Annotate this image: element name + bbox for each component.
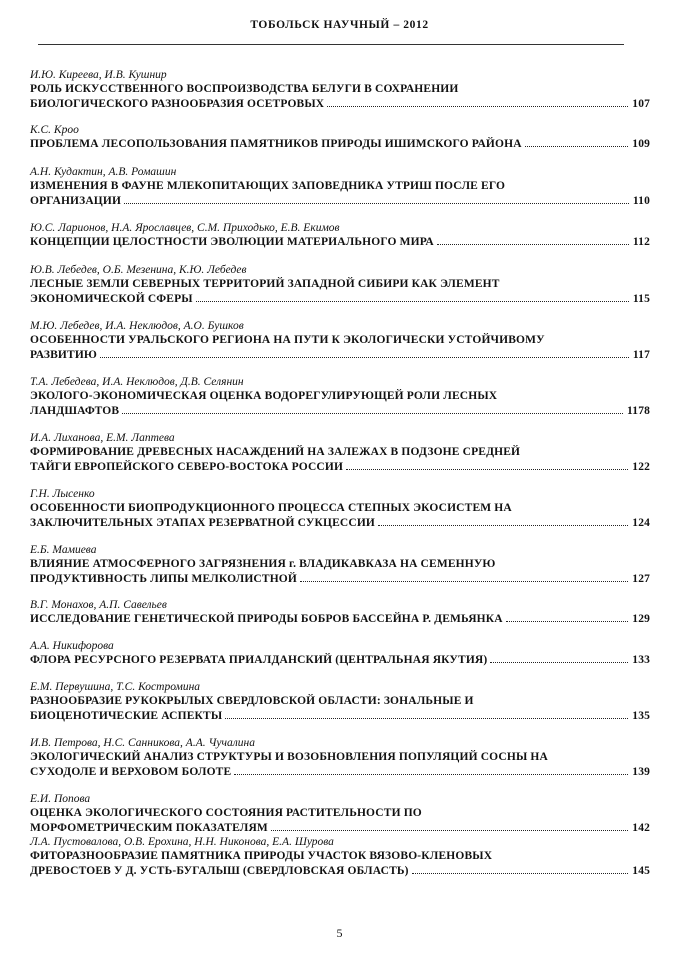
toc-entry xyxy=(30,836,650,878)
entry-title-line xyxy=(30,709,650,724)
toc-entry xyxy=(30,376,650,418)
dot-leaders xyxy=(525,146,629,147)
entry-title-text: СУХОДОЛЕ И ВЕРХОВОМ БОЛОТЕ xyxy=(30,765,232,778)
entry-title-text: ОСОБЕННОСТИ БИОПРОДУКЦИОННОГО ПРОЦЕССА СТЕПНЫХ ЭКОСИСТЕМ НА xyxy=(30,502,512,514)
entry-title-line xyxy=(30,389,650,404)
entry-authors: Е.И. Попова xyxy=(30,793,91,805)
entry-title-line xyxy=(30,404,650,419)
entry-authors: Г.Н. Лысенко xyxy=(30,488,95,500)
entry-title-text: ОСОБЕННОСТИ УРАЛЬСКОГО РЕГИОНА НА ПУТИ К ЭКОЛОГИЧЕСКИ УСТОЙЧИВОМУ xyxy=(30,334,545,346)
dot-leaders xyxy=(437,244,629,245)
dot-leaders xyxy=(346,469,628,470)
dot-leaders xyxy=(124,203,629,204)
dot-leaders xyxy=(506,621,629,622)
entry-title-line xyxy=(30,557,650,572)
entry-title-line xyxy=(30,653,650,668)
toc-entry xyxy=(30,599,650,627)
entry-title-text: КОНЦЕПЦИИ ЦЕЛОСТНОСТИ ЭВОЛЮЦИИ МАТЕРИАЛЬНОГО МИРА xyxy=(30,236,434,248)
toc-entry xyxy=(30,640,650,668)
entry-title-text: ОРГАНИЗАЦИИ xyxy=(30,194,122,207)
dot-leaders xyxy=(300,581,628,582)
entry-authors: И.В. Петрова, Н.С. Санникова, А.А. Чучалина xyxy=(30,737,255,749)
entry-title-text: ЛЕСНЫЕ ЗЕМЛИ СЕВЕРНЫХ ТЕРРИТОРИЙ ЗАПАДНОЙ СИБИРИ КАК ЭЛЕМЕНТ xyxy=(30,278,500,290)
entry-authors: А.Н. Кудактин, А.В. Ромашин xyxy=(30,166,177,178)
entry-page-number: 110 xyxy=(632,194,650,207)
entry-title-line xyxy=(30,348,650,363)
entry-title-text: ОЦЕНКА ЭКОЛОГИЧЕСКОГО СОСТОЯНИЯ РАСТИТЕЛЬНОСТИ ПО xyxy=(30,807,422,819)
running-header: ТОБОЛЬСК НАУЧНЫЙ – 2012 xyxy=(250,19,429,31)
entry-title-text: РАЗВИТИЮ xyxy=(30,348,98,361)
entry-authors: И.А. Лиханова, Е.М. Лаптева xyxy=(30,432,175,444)
entry-title-text: ДРЕВОСТОЕВ У Д. УСТЬ-БУГАЛЫШ (СВЕРДЛОВСКАЯ ОБЛАСТЬ) xyxy=(30,864,409,877)
toc-entry xyxy=(30,432,650,474)
entry-page-number: 117 xyxy=(632,348,650,361)
entry-title-line xyxy=(30,765,650,780)
entry-title-line xyxy=(30,821,650,836)
toc-entry xyxy=(30,69,650,111)
toc-entry xyxy=(30,488,650,530)
entry-title-text: ЭКОНОМИЧЕСКОЙ СФЕРЫ xyxy=(30,292,193,305)
entry-page-number: 127 xyxy=(632,572,650,585)
entry-title-text: ЛАНДШАФТОВ xyxy=(30,404,120,417)
entry-authors: И.Ю. Киреева, И.В. Кушнир xyxy=(30,69,167,81)
entry-title-line xyxy=(30,445,650,460)
entry-title-line xyxy=(30,235,650,250)
entry-title-line xyxy=(30,97,650,112)
entry-title-line xyxy=(30,179,650,194)
entry-title-line xyxy=(30,277,650,292)
dot-leaders xyxy=(271,830,628,831)
entry-title-text: ПРОДУКТИВНОСТЬ ЛИПЫ МЕЛКОЛИСТНОЙ xyxy=(30,572,297,585)
entry-page-number: 1178 xyxy=(627,404,650,417)
entry-title-text: ВЛИЯНИЕ АТМОСФЕРНОГО ЗАГРЯЗНЕНИЯ г. ВЛАДИКАВКАЗА НА СЕМЕННУЮ xyxy=(30,558,496,570)
entry-title-line xyxy=(30,516,650,531)
toc-entry xyxy=(30,124,650,152)
entry-page-number: 133 xyxy=(632,654,650,666)
entry-title-line xyxy=(30,501,650,516)
entry-title-line xyxy=(30,333,650,348)
toc-entry xyxy=(30,264,650,306)
header-rule xyxy=(38,44,624,45)
entry-title-line xyxy=(30,292,650,307)
entry-authors: Е.М. Первушина, Т.С. Костромина xyxy=(30,681,201,693)
toc-entry xyxy=(30,681,650,723)
entry-title-line xyxy=(30,694,650,709)
toc-entry xyxy=(30,793,650,835)
entry-title-text: ИЗМЕНЕНИЯ В ФАУНЕ МЛЕКОПИТАЮЩИХ ЗАПОВЕДНИКА УТРИШ ПОСЛЕ ЕГО xyxy=(30,180,506,192)
entry-title-line xyxy=(30,572,650,587)
entry-page-number: 135 xyxy=(632,709,650,722)
toc-entry xyxy=(30,222,650,250)
dot-leaders xyxy=(490,662,628,663)
entry-title-line xyxy=(30,460,650,475)
page-number: 5 xyxy=(336,926,343,940)
entry-authors: А.А. Никифорова xyxy=(30,640,114,652)
entry-title-line xyxy=(30,137,650,152)
entry-title-text: ФОРМИРОВАНИЕ ДРЕВЕСНЫХ НАСАЖДЕНИЙ НА ЗАЛЕЖАХ В ПОДЗОНЕ СРЕДНЕЙ xyxy=(30,446,521,458)
entry-page-number: 109 xyxy=(632,138,650,150)
entry-page-number: 122 xyxy=(632,460,650,473)
entry-authors: Ю.С. Ларионов, Н.А. Ярославцев, С.М. Приходько, Е.В. Екимов xyxy=(30,222,340,234)
dot-leaders xyxy=(225,718,628,719)
entry-authors: Т.А. Лебедева, И.А. Неклюдов, Д.В. Селянин xyxy=(30,376,244,388)
toc-entry xyxy=(30,737,650,779)
dot-leaders xyxy=(412,873,629,874)
dot-leaders xyxy=(378,525,628,526)
dot-leaders xyxy=(100,357,629,358)
entry-page-number: 145 xyxy=(632,864,650,877)
toc-entry xyxy=(30,166,650,208)
toc-entry xyxy=(30,320,650,362)
entry-title-line xyxy=(30,806,650,821)
entry-title-text: ЭКОЛОГО-ЭКОНОМИЧЕСКАЯ ОЦЕНКА ВОДОРЕГУЛИРУЮЩЕЙ РОЛИ ЛЕСНЫХ xyxy=(30,390,498,402)
toc-entry xyxy=(30,544,650,586)
entry-title-text: РОЛЬ ИСКУССТВЕННОГО ВОСПРОИЗВОДСТВА БЕЛУГИ В СОХРАНЕНИИ xyxy=(30,83,459,95)
entry-page-number: 115 xyxy=(632,292,650,305)
entry-page-number: 112 xyxy=(632,236,650,248)
entry-title-text: ФЛОРА РЕСУРСНОГО РЕЗЕРВАТА ПРИАЛДАНСКИЙ (ЦЕНТРАЛЬНАЯ ЯКУТИЯ) xyxy=(30,654,488,666)
entry-title-text: РАЗНООБРАЗИЕ РУКОКРЫЛЫХ СВЕРДЛОВСКОЙ ОБЛАСТИ: ЗОНАЛЬНЫЕ И xyxy=(30,695,474,707)
entry-title-text: ИССЛЕДОВАНИЕ ГЕНЕТИЧЕСКОЙ ПРИРОДЫ БОБРОВ БАССЕЙНА Р. ДЕМЬЯНКА xyxy=(30,613,503,625)
entry-authors: М.Ю. Лебедев, И.А. Неклюдов, А.О. Бушков xyxy=(30,320,244,332)
entry-title-line xyxy=(30,612,650,627)
entry-title-line xyxy=(30,82,650,97)
dot-leaders xyxy=(327,106,628,107)
entry-page-number: 107 xyxy=(632,97,650,110)
entry-authors: К.С. Кроо xyxy=(30,124,79,136)
entry-page-number: 139 xyxy=(632,765,650,778)
entry-title-text: МОРФОМЕТРИЧЕСКИМ ПОКАЗАТЕЛЯМ xyxy=(30,821,268,834)
dot-leaders xyxy=(122,413,623,414)
entry-title-line xyxy=(30,194,650,209)
entry-authors: Ю.В. Лебедев, О.Б. Мезенина, К.Ю. Лебедев xyxy=(30,264,247,276)
dot-leaders xyxy=(196,301,629,302)
entry-authors: В.Г. Монахов, А.П. Савельев xyxy=(30,599,167,611)
entry-page-number: 142 xyxy=(632,821,650,834)
entry-title-line xyxy=(30,849,650,864)
entry-title-line xyxy=(30,864,650,879)
entry-title-text: ЭКОЛОГИЧЕСКИЙ АНАЛИЗ СТРУКТУРЫ И ВОЗОБНОВЛЕНИЯ ПОПУЛЯЦИЙ СОСНЫ НА xyxy=(30,751,548,763)
entry-authors: Е.Б. Мамиева xyxy=(30,544,97,556)
entry-page-number: 124 xyxy=(632,516,650,529)
dot-leaders xyxy=(234,774,628,775)
entry-title-text: БИОЦЕНОТИЧЕСКИЕ АСПЕКТЫ xyxy=(30,709,223,722)
entry-authors: Л.А. Пустовалова, О.В. Ерохина, Н.Н. Никонова, Е.А. Шурова xyxy=(30,836,334,848)
entry-title-text: ФИТОРАЗНООБРАЗИЕ ПАМЯТНИКА ПРИРОДЫ УЧАСТОК ВЯЗОВО-КЛЕНОВЫХ xyxy=(30,850,493,862)
entry-title-line xyxy=(30,750,650,765)
entry-title-text: БИОЛОГИЧЕСКОГО РАЗНООБРАЗИЯ ОСЕТРОВЫХ xyxy=(30,97,325,110)
entry-title-text: ПРОБЛЕМА ЛЕСОПОЛЬЗОВАНИЯ ПАМЯТНИКОВ ПРИРОДЫ ИШИМСКОГО РАЙОНА xyxy=(30,138,522,150)
entry-title-text: ЗАКЛЮЧИТЕЛЬНЫХ ЭТАПАХ РЕЗЕРВАТНОЙ СУКЦЕССИИ xyxy=(30,516,376,529)
entry-title-text: ТАЙГИ ЕВРОПЕЙСКОГО СЕВЕРО-ВОСТОКА РОССИИ xyxy=(30,460,344,473)
entry-page-number: 129 xyxy=(632,613,650,625)
